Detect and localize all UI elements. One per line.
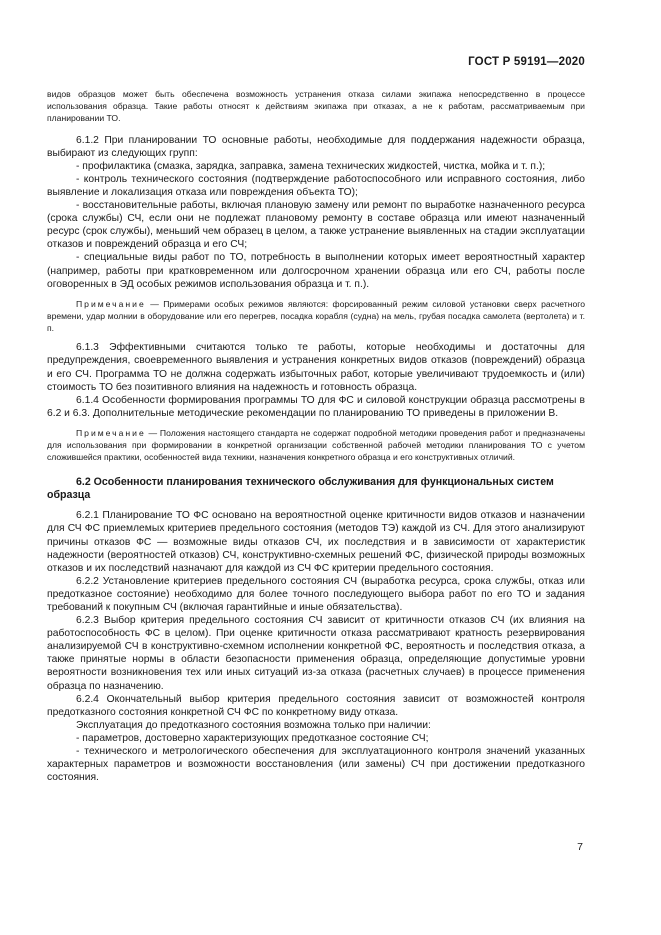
paragraph-6-1-2: 6.1.2 При планировании ТО основные работы, необходимые для поддержания надежности образца, выбирают из следующих групп: [47, 134, 585, 159]
paragraph-6-2-4: 6.2.4 Окончательный выбор критерия предельного состояния зависит от возможностей контроля предотказного состояния конкретной СЧ ФС по конкретному виду отказа. [47, 693, 585, 718]
note-1 [47, 298, 585, 335]
list-item-special-works: - специальные виды работ по ТО, потребность в выполнении которых имеет вероятностный характер (например, работы при кратковременном или долгосрочном хранении образца или его СЧ, работы после оговоренных в ЭД особых режимов использования образца и т. п.). [47, 252, 585, 290]
paragraph-6-2-3: 6.2.3 Выбор критерия предельного состояния СЧ зависит от критичности отказов СЧ (их влияния на работоспособность ФС в целом). При оценке критичности отказа рассматривают кратность резервирования анализируемой СЧ в конструктивно-схемном исполнении конкретной ФС, вероятность и последствия отказа, а также принятые нормы в области безопасности применения образца, определяющие допустимые уровни вероятности возникновения тех или иных ситуаций из-за отказа (расчетных случаев) в процессе применения образца по назначению. [47, 615, 585, 692]
paragraph-6-2-2: 6.2.2 Установление критериев предельного состояния СЧ (выработка ресурса, срока службы, отказ или предотказное состояние) необходимо для более точного последующего выбора работ по его ТО и задания требований к покупным СЧ (включая гарантийные и иные обязательства). [47, 575, 585, 613]
note-2-label: Примечание [76, 427, 146, 438]
list-item-restoration: - восстановительные работы, включая плановую замену или ремонт по выработке назначенного ресурса (срока службы) СЧ, если они не подлежат плановому ремонту в составе образца или имеют назначенный ресурс (срок службы), меньший чем образец в целом, а также устранение выявленных на стадии эксплуатации отказов и повреждений образца и его СЧ; [47, 200, 585, 251]
paragraph-6-1-3: 6.1.3 Эффективными считаются только те работы, которые необходимы и достаточны для предупреждения, своевременного выявления и устранения конкретных видов отказов (повреждений) образца и его СЧ. Программа ТО не должна содержать избыточных работ, которые увеличивают трудоемкость и (или) стоимость ТО без позитивного влияния на надежность и готовность образца. [47, 342, 585, 393]
page-number: 7 [577, 841, 583, 853]
list-item-prophylaxis: - профилактика (смазка, зарядка, заправка, замена технических жидкостей, чистка, мойка и т. п.); [76, 160, 546, 172]
note-2-text: — Положения настоящего стандарта не содержат подробной методики проведения работ и предназначены для использования при формировании в конкретной организации собственной рабочей методики планирования ТО с учетом сложившейся практики, особенностей вида техники, назначения конкретного образца и его конструктивных отличий. [47, 427, 585, 463]
list-item-condition-control: - контроль технического состояния (подтверждение работоспособного или исправного состояния, либо выявление и локализация отказа или повреждения объекта ТО); [47, 173, 585, 198]
list-item-technical-support: - технического и метрологического обеспечения для эксплуатационного контроля значений указанных характерных параметров и возможности восстановления (или замены) СЧ при достижении предотказного состояния. [47, 746, 585, 784]
paragraph-continuation: видов образцов может быть обеспечена возможность устранения отказа силами экипажа непосредственно в процессе использования образца. Такие работы относят к действиям экипажа при отказах, а не к работам, рассматриваемым при планировании ТО. [47, 89, 585, 124]
paragraph-operation: Эксплуатация до предотказного состояния возможна только при наличии: [76, 719, 431, 731]
note-2 [47, 427, 585, 464]
document-code: ГОСТ Р 59191—2020 [468, 56, 585, 68]
note-1-text: — Примерами особых режимов являются: форсированный режим силовой установки сверх расчетного времени, удар молнии в оборудование или его перегрев, посадка корабля (судна) на мель, грубая посадка самолета (вертолета) и т. п. [47, 298, 585, 334]
paragraph-6-2-1: 6.2.1 Планирование ТО ФС основано на вероятностной оценке критичности видов отказов и назначении для СЧ ФС приемлемых критериев предельного состояния (методов ТЭ) каждой из СЧ. Для этого анализируют причины отказов ФС — возможные виды отказов СЧ, их последствия и в зависимости от характеристик надежности (вероятностей отказов) СЧ, конструктивно-схемных решений ФС, физической природы возможных отказов и их последствий назначают для каждой из СЧ ФС критерии предельного состояния. [47, 510, 585, 574]
list-item-parameters: - параметров, достоверно характеризующих предотказное состояние СЧ; [76, 732, 429, 744]
page-body [47, 88, 585, 784]
section-heading-6-2: 6.2 Особенности планирования технического обслуживания для функциональных систем образца [47, 475, 554, 501]
note-1-label: Примечание [76, 298, 146, 309]
paragraph-6-1-4: 6.1.4 Особенности формирования программы ТО для ФС и силовой конструкции образца рассмотрены в 6.2 и 6.3. Дополнительные методические рекомендации по планированию ТО приведены в приложении В. [47, 394, 585, 419]
